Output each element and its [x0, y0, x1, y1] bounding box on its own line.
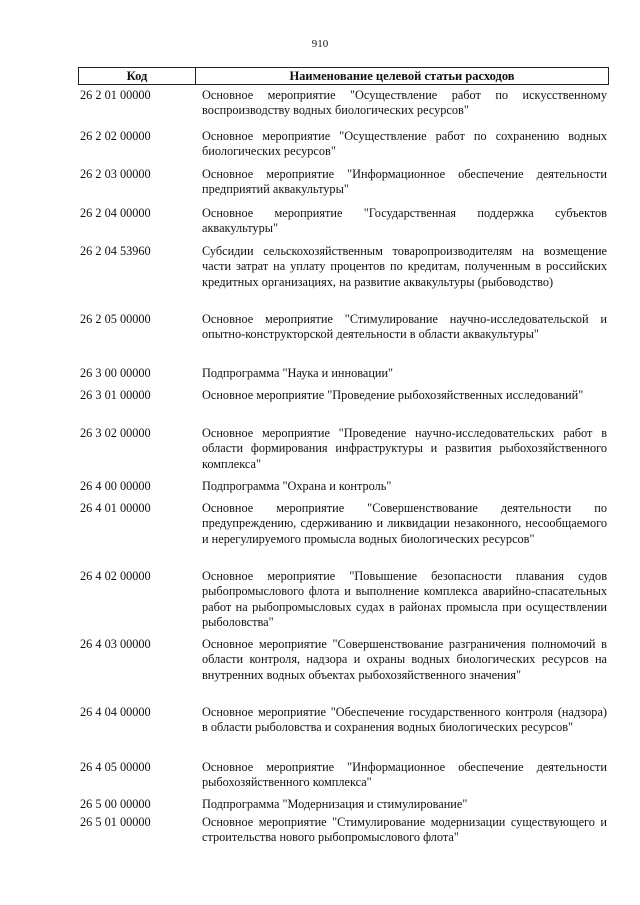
row-name: Основное мероприятие "Совершенствование разграничения полномочий в области контроля, надзора и охраны водных биологических ресурсов на внутренних водных объектах рыбохозяйственного значения" [202, 637, 607, 682]
table-row [78, 366, 609, 381]
table-row [78, 760, 609, 791]
header-code: Код [79, 68, 196, 84]
row-name: Подпрограмма "Охрана и контроль" [202, 479, 392, 493]
row-code: 26 2 01 00000 [80, 88, 151, 102]
table-row [78, 705, 609, 736]
row-name: Основное мероприятие "Совершенствование деятельности по предупреждению, сдерживанию и ликвидации незаконного, несообщаемого и нерегулируемого промысла водных биологических ресурсов" [202, 501, 607, 546]
row-name: Основное мероприятие "Обеспечение государственного контроля (надзора) в области рыболовства и сохранения водных биологических ресурсов" [202, 705, 607, 735]
row-code: 26 2 02 00000 [80, 129, 151, 143]
table-row [78, 815, 609, 846]
table-row [78, 479, 609, 494]
row-code: 26 2 04 53960 [80, 244, 151, 258]
table-row [78, 244, 609, 290]
row-code: 26 3 01 00000 [80, 388, 151, 402]
row-name: Подпрограмма "Наука и инновации" [202, 366, 394, 380]
row-name: Основное мероприятие "Проведение научно-исследовательских работ в области формирования инфраструктуры и развития рыбохозяйственного комплекса" [202, 426, 607, 471]
row-name: Субсидии сельскохозяйственным товаропроизводителям на возмещение части затрат на уплату процентов по кредитам, полученным в российских кредитных организациях, на развитие аквакультуры (рыбоводство) [202, 244, 607, 289]
header-name: Наименование целевой статьи расходов [289, 69, 515, 83]
table-row [78, 88, 609, 119]
row-name: Основное мероприятие "Повышение безопасности плавания судов рыбопромыслового флота и выполнение комплекса аварийно-спасательных работ на рыбопромысловых судах в районах промысла при осуществлении рыболовства" [202, 569, 607, 629]
table-row [78, 501, 609, 547]
row-code: 26 4 03 00000 [80, 637, 151, 651]
row-code: 26 3 00 00000 [80, 366, 151, 380]
row-name: Основное мероприятие "Осуществление работ по искусственному воспроизводству водных биологических ресурсов" [202, 88, 607, 118]
row-name: Основное мероприятие "Осуществление работ по сохранению водных биологических ресурсов" [202, 129, 607, 159]
row-code: 26 3 02 00000 [80, 426, 151, 440]
row-name: Основное мероприятие "Информационное обеспечение деятельности предприятий аквакультуры" [202, 167, 607, 197]
page-number: 910 [311, 38, 329, 50]
row-code: 26 2 03 00000 [80, 167, 151, 181]
row-code: 26 2 05 00000 [80, 312, 151, 326]
table-row [78, 569, 609, 630]
row-code: 26 5 00 00000 [80, 797, 151, 811]
table-row [78, 312, 609, 343]
table-row [78, 797, 609, 812]
table-header [78, 67, 609, 85]
row-code: 26 4 01 00000 [80, 501, 151, 515]
row-code: 26 2 04 00000 [80, 206, 151, 220]
row-name: Основное мероприятие "Государственная поддержка субъектов аквакультуры" [202, 206, 607, 236]
table-row [78, 167, 609, 198]
table-row [78, 426, 609, 472]
table-row [78, 388, 609, 403]
row-code: 26 4 05 00000 [80, 760, 151, 774]
row-code: 26 4 04 00000 [80, 705, 151, 719]
table-row [78, 206, 609, 237]
row-code: 26 4 02 00000 [80, 569, 151, 583]
row-code: 26 5 01 00000 [80, 815, 151, 829]
row-name: Подпрограмма "Модернизация и стимулирование" [202, 797, 468, 811]
row-name: Основное мероприятие "Стимулирование научно-исследовательской и опытно-конструкторской деятельности в области аквакультуры" [202, 312, 607, 342]
row-code: 26 4 00 00000 [80, 479, 151, 493]
row-name: Основное мероприятие "Информационное обеспечение деятельности рыбохозяйственного комплекса" [202, 760, 607, 790]
table-row [78, 129, 609, 160]
row-name: Основное мероприятие "Стимулирование модернизации существующего и строительства нового рыбопромыслового флота" [202, 815, 607, 845]
row-name: Основное мероприятие "Проведение рыбохозяйственных исследований" [202, 388, 584, 402]
table-row [78, 637, 609, 683]
